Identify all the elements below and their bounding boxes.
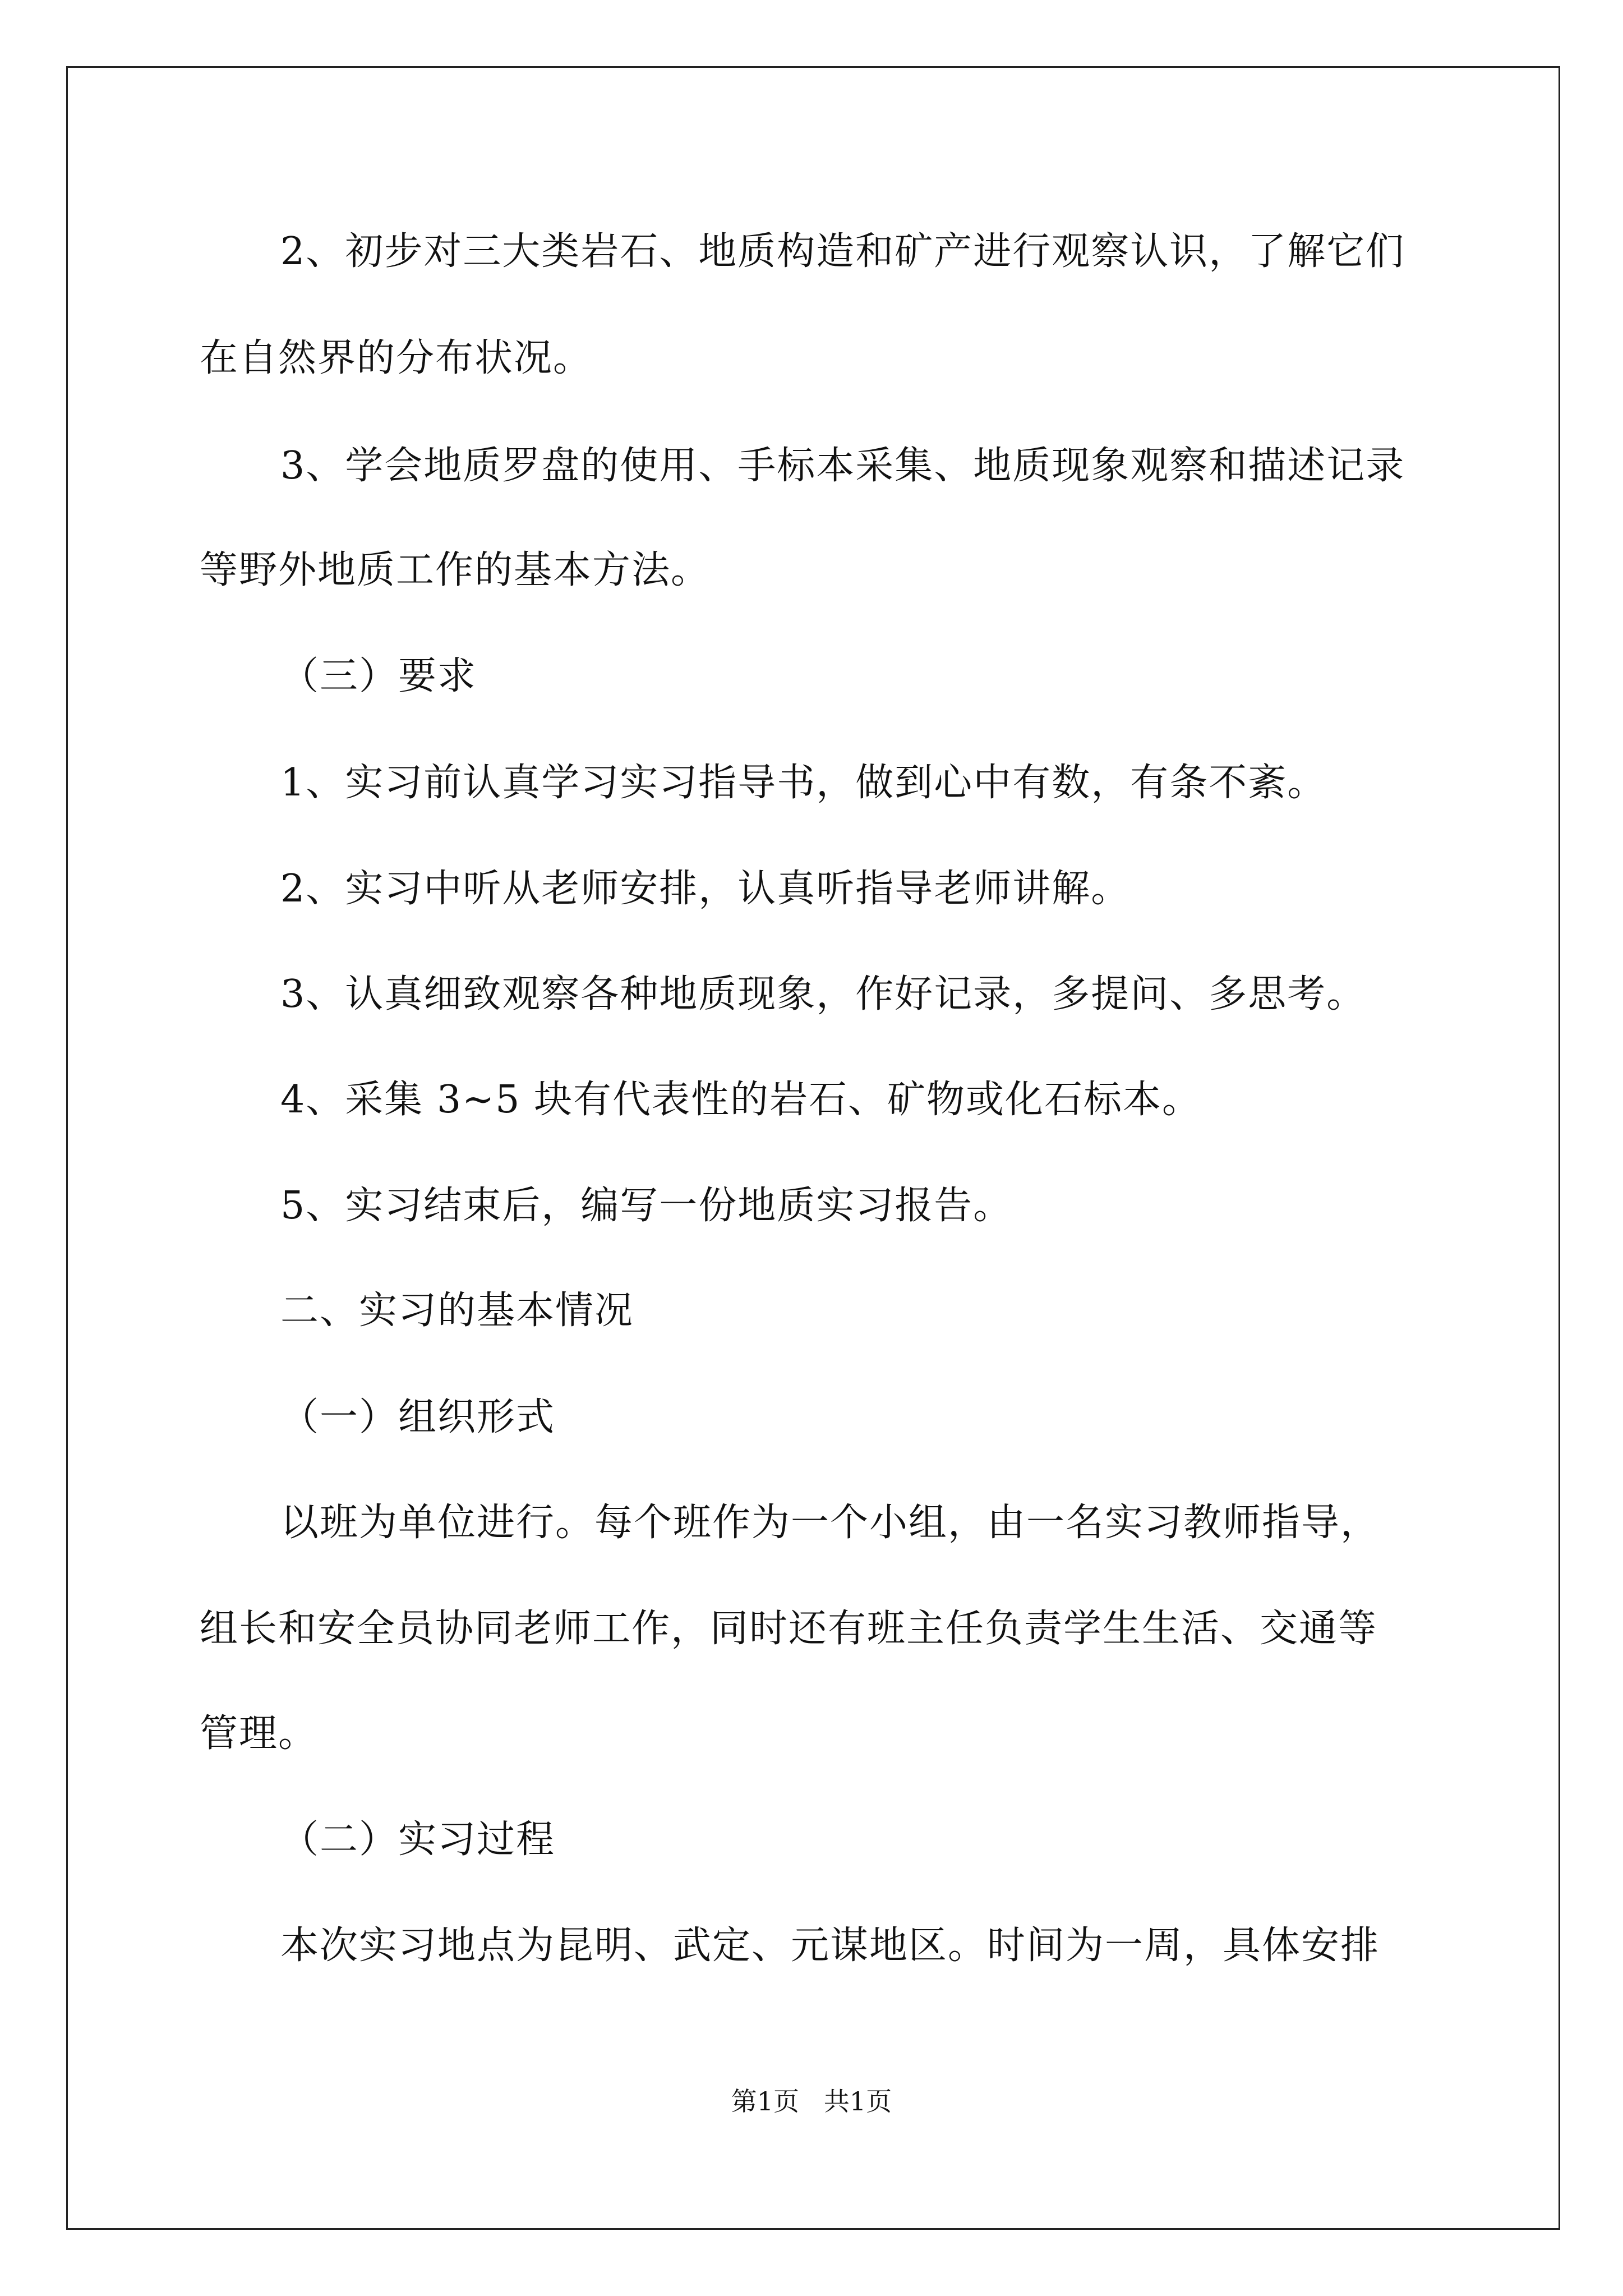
section-heading: （三）要求 bbox=[280, 654, 477, 698]
paragraph-line: 2、实习中听从老师安排，认真听指导老师讲解。 bbox=[280, 867, 1131, 911]
page-border bbox=[66, 66, 1560, 2230]
section-heading: 二、实习的基本情况 bbox=[280, 1289, 634, 1333]
paragraph-line: 5、实习结束后，编写一份地质实习报告。 bbox=[280, 1184, 1013, 1228]
paragraph-line: 本次实习地点为昆明、武定、元谋地区。时间为一周，具体安排 bbox=[280, 1924, 1380, 1968]
paragraph-line: 在自然界的分布状况。 bbox=[200, 336, 593, 380]
paragraph-line: 等野外地质工作的基本方法。 bbox=[200, 548, 711, 592]
page-footer: 第1页 共1页 bbox=[731, 2086, 892, 2116]
section-heading: （二）实习过程 bbox=[280, 1818, 556, 1862]
paragraph-line: 3、学会地质罗盘的使用、手标本采集、地质现象观察和描述记录 bbox=[280, 444, 1405, 488]
section-heading: （一）组织形式 bbox=[280, 1395, 556, 1439]
paragraph-line: 4、采集 3~5 块有代表性的岩石、矿物或化石标本。 bbox=[280, 1078, 1201, 1122]
paragraph-line: 组长和安全员协同老师工作，同时还有班主任负责学生生活、交通等 bbox=[200, 1607, 1378, 1651]
paragraph-line: 以班为单位进行。每个班作为一个小组，由一名实习教师指导， bbox=[280, 1501, 1380, 1545]
paragraph-line: 管理。 bbox=[200, 1711, 318, 1756]
paragraph-line: 2、初步对三大类岩石、地质构造和矿产进行观察认识，了解它们 bbox=[280, 229, 1405, 274]
paragraph-line: 1、实习前认真学习实习指导书，做到心中有数，有条不紊。 bbox=[280, 761, 1327, 805]
paragraph-line: 3、认真细致观察各种地质现象，作好记录，多提问、多思考。 bbox=[280, 972, 1366, 1016]
